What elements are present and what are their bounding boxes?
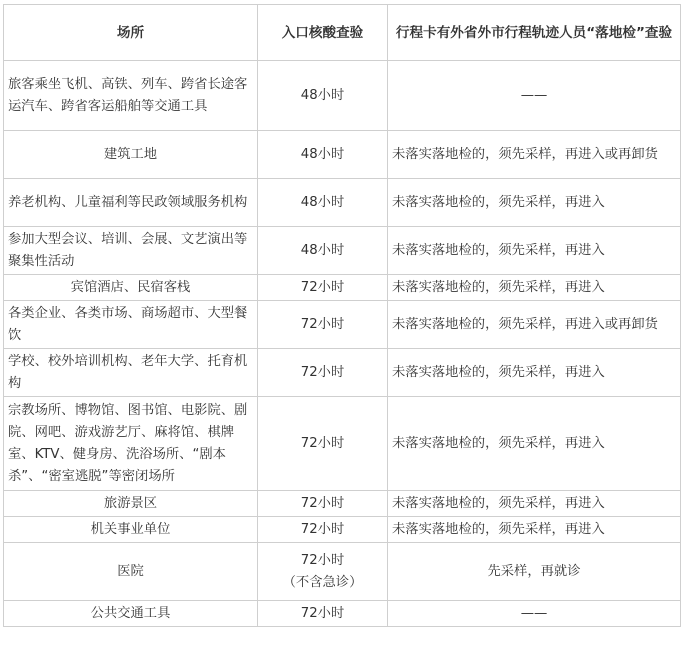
venue-cell: 机关事业单位: [4, 517, 258, 543]
table-row: [4, 301, 681, 349]
venue-cell: 宾馆酒店、民宿客栈: [4, 275, 258, 301]
table-row: [4, 227, 681, 275]
requirement-cell: 未落实落地检的，须先采样，再进入: [388, 491, 681, 517]
check-cell: 72小时: [258, 275, 388, 301]
requirement-cell: 未落实落地检的，须先采样，再进入: [388, 179, 681, 227]
check-note: （不含急诊）: [282, 574, 363, 590]
requirement-cell: ——: [388, 61, 681, 131]
venue-cell: 养老机构、儿童福利等民政领域服务机构: [4, 179, 258, 227]
requirement-cell: 未落实落地检的，须先采样，再进入或再卸货: [388, 131, 681, 179]
header-row: [4, 5, 681, 61]
requirement-cell: 未落实落地检的，须先采样，再进入: [388, 275, 681, 301]
venue-cell: 学校、校外培训机构、老年大学、托育机构: [4, 349, 258, 397]
header-landing-check: 行程卡有外省外市行程轨迹人员“落地检”查验: [388, 5, 681, 61]
table-row: [4, 397, 681, 491]
header-entry-check: 入口核酸查验: [258, 5, 388, 61]
table-row: [4, 61, 681, 131]
check-cell: 72小时: [258, 491, 388, 517]
venue-cell: 公共交通工具: [4, 601, 258, 627]
venue-cell: 建筑工地: [4, 131, 258, 179]
check-value: 72小时: [300, 552, 345, 568]
requirement-cell: 未落实落地检的，须先采样，再进入: [388, 349, 681, 397]
venue-cell: 参加大型会议、培训、会展、文艺演出等聚集性活动: [4, 227, 258, 275]
requirement-cell: 先采样，再就诊: [388, 543, 681, 601]
requirement-cell: ——: [388, 601, 681, 627]
check-cell: 72小时: [258, 517, 388, 543]
venue-cell: 宗教场所、博物馆、图书馆、电影院、剧院、网吧、游戏游艺厅、麻将馆、棋牌室、KTV、健身房、洗浴场所、“剧本杀”、“密室逃脱”等密闭场所: [4, 397, 258, 491]
check-cell: 48小时: [258, 61, 388, 131]
check-cell: 72小时: [258, 301, 388, 349]
venue-cell: 医院: [4, 543, 258, 601]
requirement-cell: 未落实落地检的，须先采样，再进入: [388, 517, 681, 543]
venue-cell: 各类企业、各类市场、商场超市、大型餐饮: [4, 301, 258, 349]
check-cell: 72小时: [258, 601, 388, 627]
check-cell: 72小时: [258, 397, 388, 491]
table-row: [4, 349, 681, 397]
table-row: [4, 179, 681, 227]
requirement-cell: 未落实落地检的，须先采样，再进入或再卸货: [388, 301, 681, 349]
header-venue: 场所: [4, 5, 258, 61]
table-row: [4, 601, 681, 627]
requirement-cell: 未落实落地检的，须先采样，再进入: [388, 227, 681, 275]
venue-cell: 旅游景区: [4, 491, 258, 517]
check-cell: 48小时: [258, 131, 388, 179]
policy-table: [3, 4, 681, 627]
check-cell: 48小时: [258, 179, 388, 227]
table-row: [4, 491, 681, 517]
check-cell: 48小时: [258, 227, 388, 275]
requirement-cell: 未落实落地检的，须先采样，再进入: [388, 397, 681, 491]
table-row: [4, 275, 681, 301]
table-row: [4, 517, 681, 543]
venue-cell: 旅客乘坐飞机、高铁、列车、跨省长途客运汽车、跨省客运船舶等交通工具: [4, 61, 258, 131]
table-row: [4, 543, 681, 601]
check-cell: [258, 543, 388, 601]
check-cell: 72小时: [258, 349, 388, 397]
table-row: [4, 131, 681, 179]
